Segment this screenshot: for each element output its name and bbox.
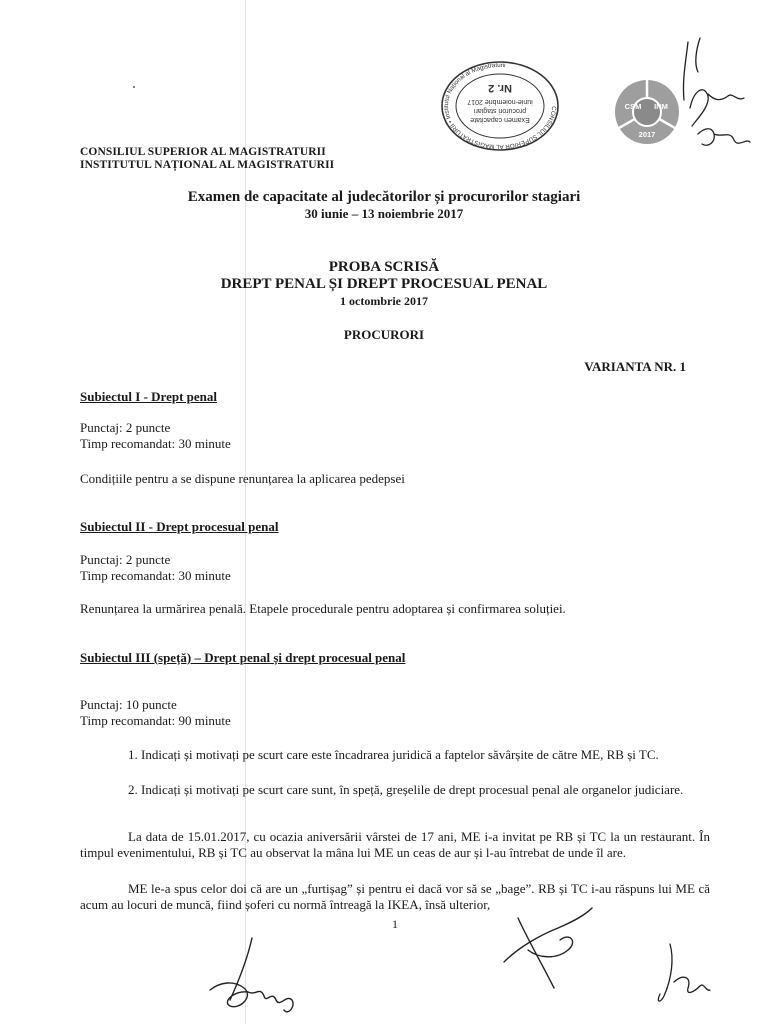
svg-text:CONSILIUL SUPERIOR AL MAGISTRA — [443, 62, 557, 150]
stamp-number: Nr. 2 — [488, 82, 512, 94]
test-type: PROBA SCRISĂ — [328, 259, 440, 275]
stamp-ring-text: CONSILIUL SUPERIOR AL MAGISTRATURII • Institutul Național al Magistraturii — [442, 61, 558, 151]
test-category: PROCURORI — [343, 327, 425, 342]
subject-3-task-1: 1. Indicați și motivați pe scurt care este încadrarea juridică a faptelor săvârșite de către ME, RB și TC. — [128, 747, 659, 762]
exam-title: Examen de capacitate al judecătorilor și procurorilor stagiari — [187, 189, 581, 205]
subject-1-question: Condițiile pentru a se dispune renunțarea la aplicarea pedepsei — [80, 471, 405, 486]
test-subject: DREPT PENAL ȘI DREPT PROCESUAL PENAL — [220, 276, 548, 292]
institution-line-2: INSTITUTUL NAȚIONAL AL MAGISTRATURII — [80, 159, 335, 171]
subject-2-heading: Subiectul II - Drept procesual penal — [80, 519, 279, 534]
subject-2-question: Renunțarea la urmărirea penală. Etapele procedurale pentru adoptarea și confirmarea soluției. — [80, 601, 566, 616]
subject-2-time: Timp recomandat: 30 minute — [80, 568, 231, 583]
subject-1-time: Timp recomandat: 30 minute — [80, 436, 231, 451]
subject-3-task-2: 2. Indicați și motivați pe scurt care sunt, în speță, greșelile de drept procesual penal ale organelor judiciare. — [128, 782, 684, 797]
subject-3-points: Punctaj: 10 puncte — [80, 697, 177, 712]
logo-inm-label: INM — [654, 102, 668, 111]
subject-1-points: Punctaj: 2 puncte — [80, 420, 171, 435]
page-number: 1 — [392, 917, 398, 931]
logo-csm-label: CSM — [624, 102, 642, 111]
variant-label: VARIANTA NR. 1 — [584, 359, 686, 374]
case-paragraph-2: ME le-a spus celor doi că are un „furtișag” și pentru ei dacă vor să se „bage”. RB și TC i-au răspuns lui ME că acum au locuri de muncă, fiind șoferi cu normă întreagă la IKEA, însă ulterior, — [80, 881, 710, 912]
stamp-line3: iunie-noiembrie 2017 — [467, 98, 533, 105]
stamp-line2: procurori stagiari — [473, 107, 527, 114]
exam-period: 30 iunie – 13 noiembrie 2017 — [304, 206, 464, 221]
logo-year: 2017 — [638, 130, 656, 139]
case-paragraph-1: La data de 15.01.2017, cu ocazia aniversării vârstei de 17 ani, ME i-a invitat pe RB și TC la un restaurant. În timpul evenimentului, RB și TC au observat la mâna lui ME un ceas de aur și l-au întrebat de unde îl are. — [80, 829, 710, 860]
test-date: 1 octombrie 2017 — [340, 294, 428, 308]
subject-2-points: Punctaj: 2 puncte — [80, 552, 171, 567]
subject-3-time: Timp recomandat: 90 minute — [80, 713, 231, 728]
subject-3-heading: Subiectul III (speță) – Drept penal și drept procesual penal — [80, 650, 406, 665]
scan-speck — [133, 86, 135, 88]
stamp-line1: Examen capacitate — [470, 116, 530, 123]
subject-1-heading: Subiectul I - Drept penal — [80, 389, 217, 404]
institution-line-1: CONSILIUL SUPERIOR AL MAGISTRATURII — [80, 146, 326, 158]
